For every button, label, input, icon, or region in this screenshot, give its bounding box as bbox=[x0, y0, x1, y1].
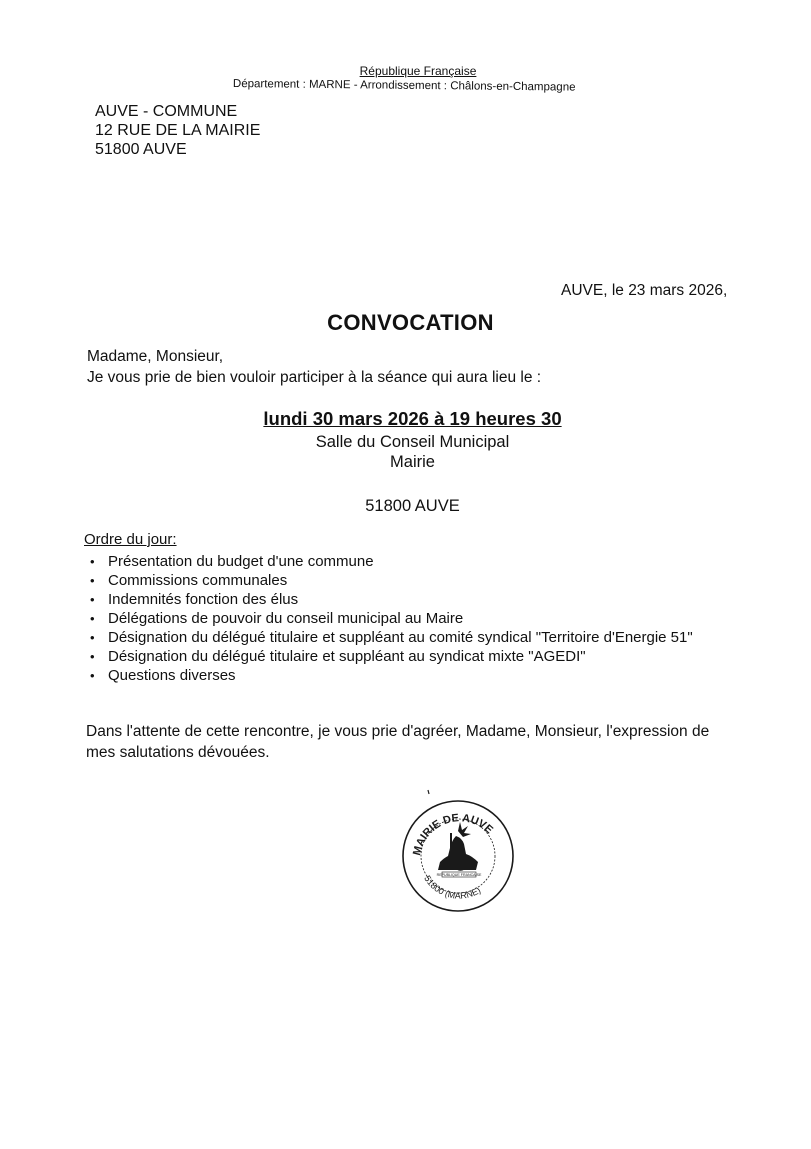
agenda-item: • Commissions communales bbox=[90, 571, 693, 590]
agenda-heading: Ordre du jour: bbox=[84, 531, 177, 548]
department-line: Département : MARNE - Arrondissement : Châlons-en-Champagne bbox=[232, 78, 576, 94]
closing-paragraph: Dans l'attente de cette rencontre, je vous prie d'agréer, Madame, Monsieur, l'expression de mes salutations dévouées. bbox=[86, 723, 710, 761]
sender-street: 12 RUE DE LA MAIRIE bbox=[95, 122, 261, 139]
agenda-item: • Questions diverses bbox=[90, 666, 693, 685]
republic-heading: République Française bbox=[359, 64, 477, 78]
agenda-item: • Présentation du budget d'une commune bbox=[90, 552, 693, 571]
sender-city: 51800 AUVE bbox=[95, 141, 187, 158]
agenda-list bbox=[90, 552, 693, 685]
meeting-datetime: lundi 30 mars 2026 à 19 heures 30 bbox=[263, 408, 562, 429]
date-line: AUVE, le 23 mars 2026, bbox=[561, 282, 728, 299]
intro-text: Je vous prie de bien vouloir participer à la séance qui aura lieu le : bbox=[87, 369, 542, 386]
salutation: Madame, Monsieur, bbox=[87, 348, 224, 365]
meeting-city: 51800 AUVE bbox=[365, 497, 460, 515]
agenda-item: • Indemnités fonction des élus bbox=[90, 590, 693, 609]
stamp-banner-text: REPUBLIQUE FRANCAISE bbox=[436, 873, 482, 878]
stamp-top-text: MAIRIE DE AUVE bbox=[411, 812, 496, 857]
document-title: CONVOCATION bbox=[327, 310, 494, 335]
stamp-bottom-text: 51800 (MARNE) bbox=[422, 873, 483, 901]
stamp-emblem-icon bbox=[438, 822, 478, 870]
agenda-item: • Désignation du délégué titulaire et suppléant au syndicat mixte "AGEDI" bbox=[90, 647, 693, 666]
stamp-mark bbox=[428, 790, 429, 794]
mairie-stamp bbox=[398, 786, 516, 912]
meeting-room: Salle du Conseil Municipal bbox=[315, 433, 510, 451]
agenda-item: • Délégations de pouvoir du conseil municipal au Maire bbox=[90, 609, 693, 628]
agenda-item: • Désignation du délégué titulaire et suppléant au comité syndical "Territoire d'Energie 51" bbox=[90, 628, 693, 647]
meeting-building: Mairie bbox=[390, 453, 435, 471]
sender-name: AUVE - COMMUNE bbox=[95, 103, 238, 120]
sender-address bbox=[95, 102, 260, 159]
